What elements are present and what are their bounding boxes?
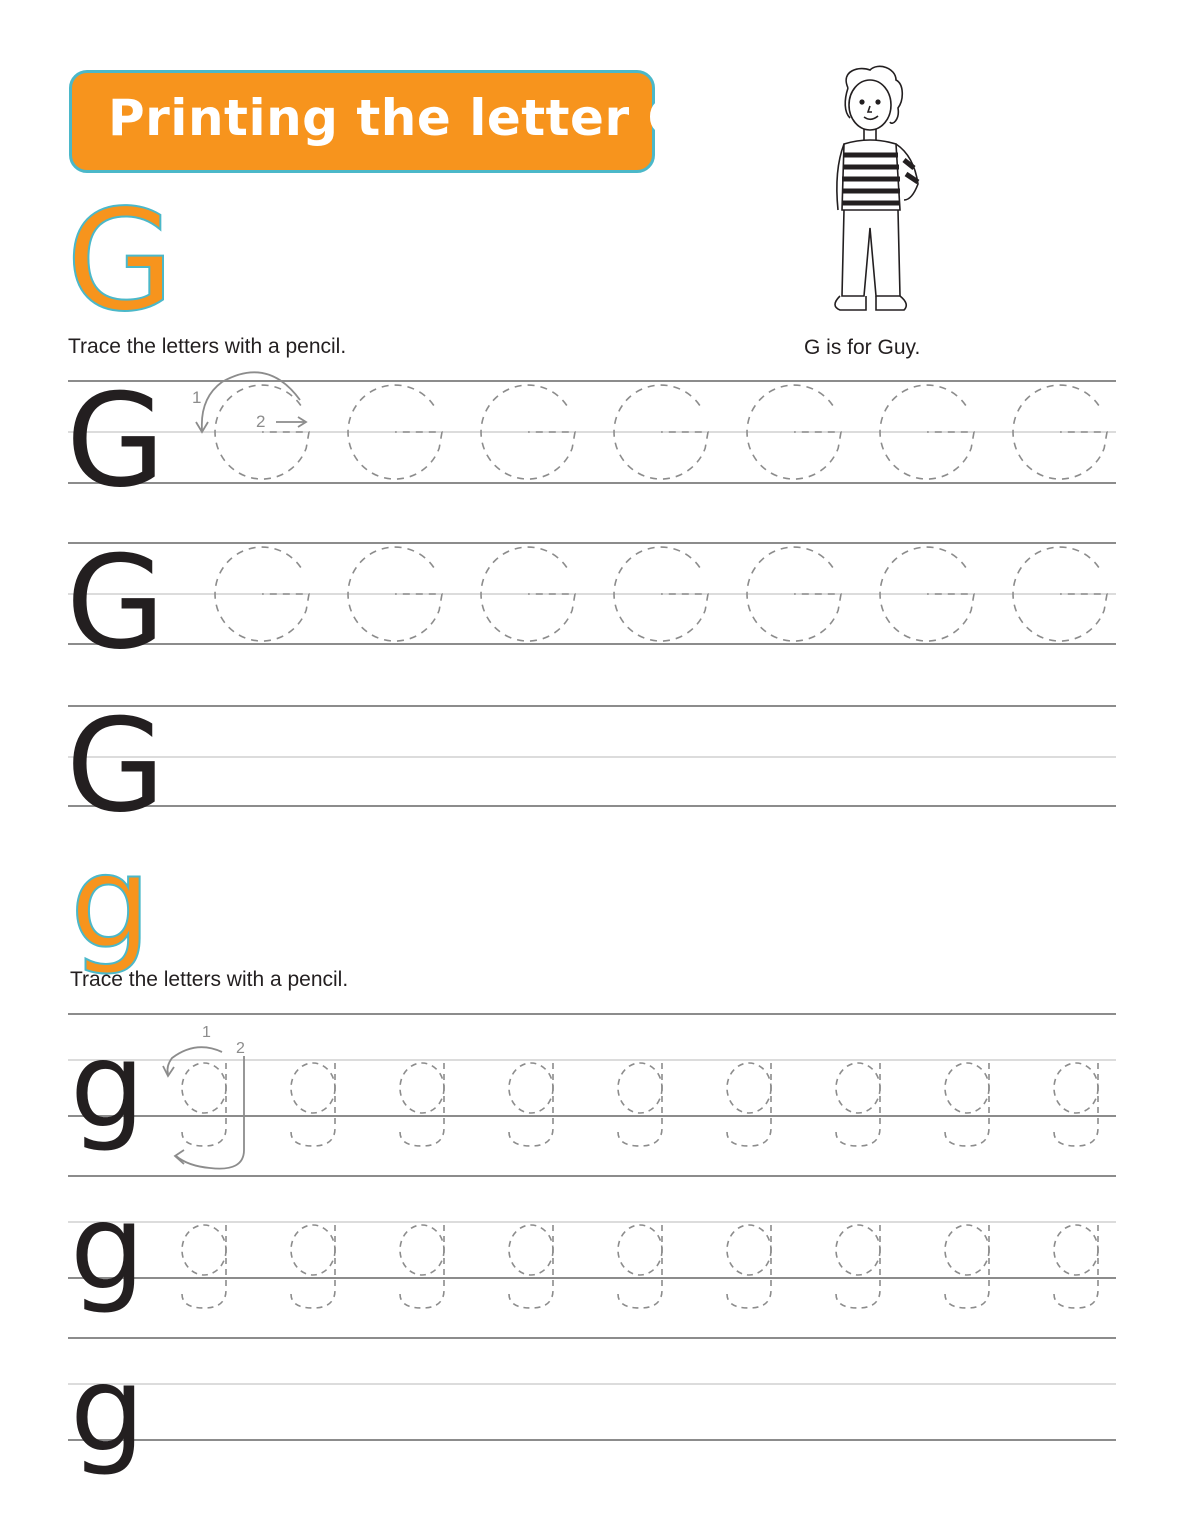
dashed-lowercase-trace	[291, 1225, 335, 1275]
dashed-lowercase-trace-stem	[727, 1225, 771, 1308]
uppercase-hero-letter: G	[66, 180, 175, 343]
dashed-lowercase-trace-stem	[291, 1225, 335, 1308]
dashed-lowercase-trace	[618, 1063, 662, 1113]
uppercase-instruction: Trace the letters with a pencil.	[68, 335, 347, 358]
dashed-lowercase-trace-stem	[727, 1063, 771, 1146]
lowercase-stroke-number-2: 2	[236, 1040, 245, 1057]
dashed-lowercase-trace	[509, 1225, 553, 1275]
model-lowercase-letter: g	[70, 1178, 145, 1316]
dashed-lowercase-trace-stem	[836, 1225, 880, 1308]
lowercase-hero-letter: g	[70, 829, 152, 978]
page-title: Printing the letter G	[108, 89, 690, 147]
dashed-lowercase-trace-stem	[400, 1225, 444, 1308]
dashed-lowercase-trace-stem	[945, 1063, 989, 1146]
dashed-lowercase-trace-stem	[1054, 1225, 1098, 1308]
model-uppercase-letter: G	[66, 367, 166, 516]
dashed-lowercase-trace-stem	[618, 1063, 662, 1146]
dashed-lowercase-trace	[400, 1063, 444, 1113]
dashed-lowercase-trace	[836, 1225, 880, 1275]
dashed-lowercase-trace	[182, 1225, 226, 1275]
dashed-lowercase-trace	[1054, 1063, 1098, 1113]
dashed-lowercase-trace	[509, 1063, 553, 1113]
dashed-lowercase-trace-stem	[618, 1225, 662, 1308]
dashed-lowercase-trace-stem	[1054, 1063, 1098, 1146]
dashed-lowercase-trace-stem	[945, 1225, 989, 1308]
dashed-lowercase-trace	[727, 1225, 771, 1275]
dashed-lowercase-trace	[945, 1063, 989, 1113]
dashed-lowercase-trace-stem	[509, 1063, 553, 1146]
dashed-lowercase-trace	[1054, 1225, 1098, 1275]
lowercase-stroke-number-1: 1	[202, 1024, 211, 1041]
model-lowercase-letter: g	[70, 1340, 145, 1478]
model-uppercase-letter: G	[66, 692, 166, 841]
dashed-lowercase-trace	[618, 1225, 662, 1275]
dashed-lowercase-trace	[400, 1225, 444, 1275]
dashed-lowercase-trace-stem	[291, 1063, 335, 1146]
model-uppercase-letter: G	[66, 529, 166, 678]
dashed-lowercase-trace	[727, 1063, 771, 1113]
lowercase-stroke-arrows	[163, 1047, 244, 1168]
illustration-caption: G is for Guy.	[804, 336, 921, 359]
dashed-lowercase-trace	[836, 1063, 880, 1113]
dashed-lowercase-trace-stem	[182, 1063, 226, 1146]
lowercase-instruction: Trace the letters with a pencil.	[70, 968, 349, 991]
dashed-lowercase-trace-stem	[182, 1225, 226, 1308]
model-lowercase-letter: g	[70, 1016, 145, 1154]
dashed-lowercase-trace	[945, 1225, 989, 1275]
dashed-lowercase-trace-stem	[400, 1063, 444, 1146]
dashed-lowercase-trace	[182, 1063, 226, 1113]
dashed-lowercase-trace-stem	[509, 1225, 553, 1308]
uppercase-stroke-number-2: 2	[256, 412, 266, 431]
uppercase-stroke-number-1: 1	[192, 388, 202, 407]
dashed-lowercase-trace-stem	[836, 1063, 880, 1146]
dashed-lowercase-trace	[291, 1063, 335, 1113]
